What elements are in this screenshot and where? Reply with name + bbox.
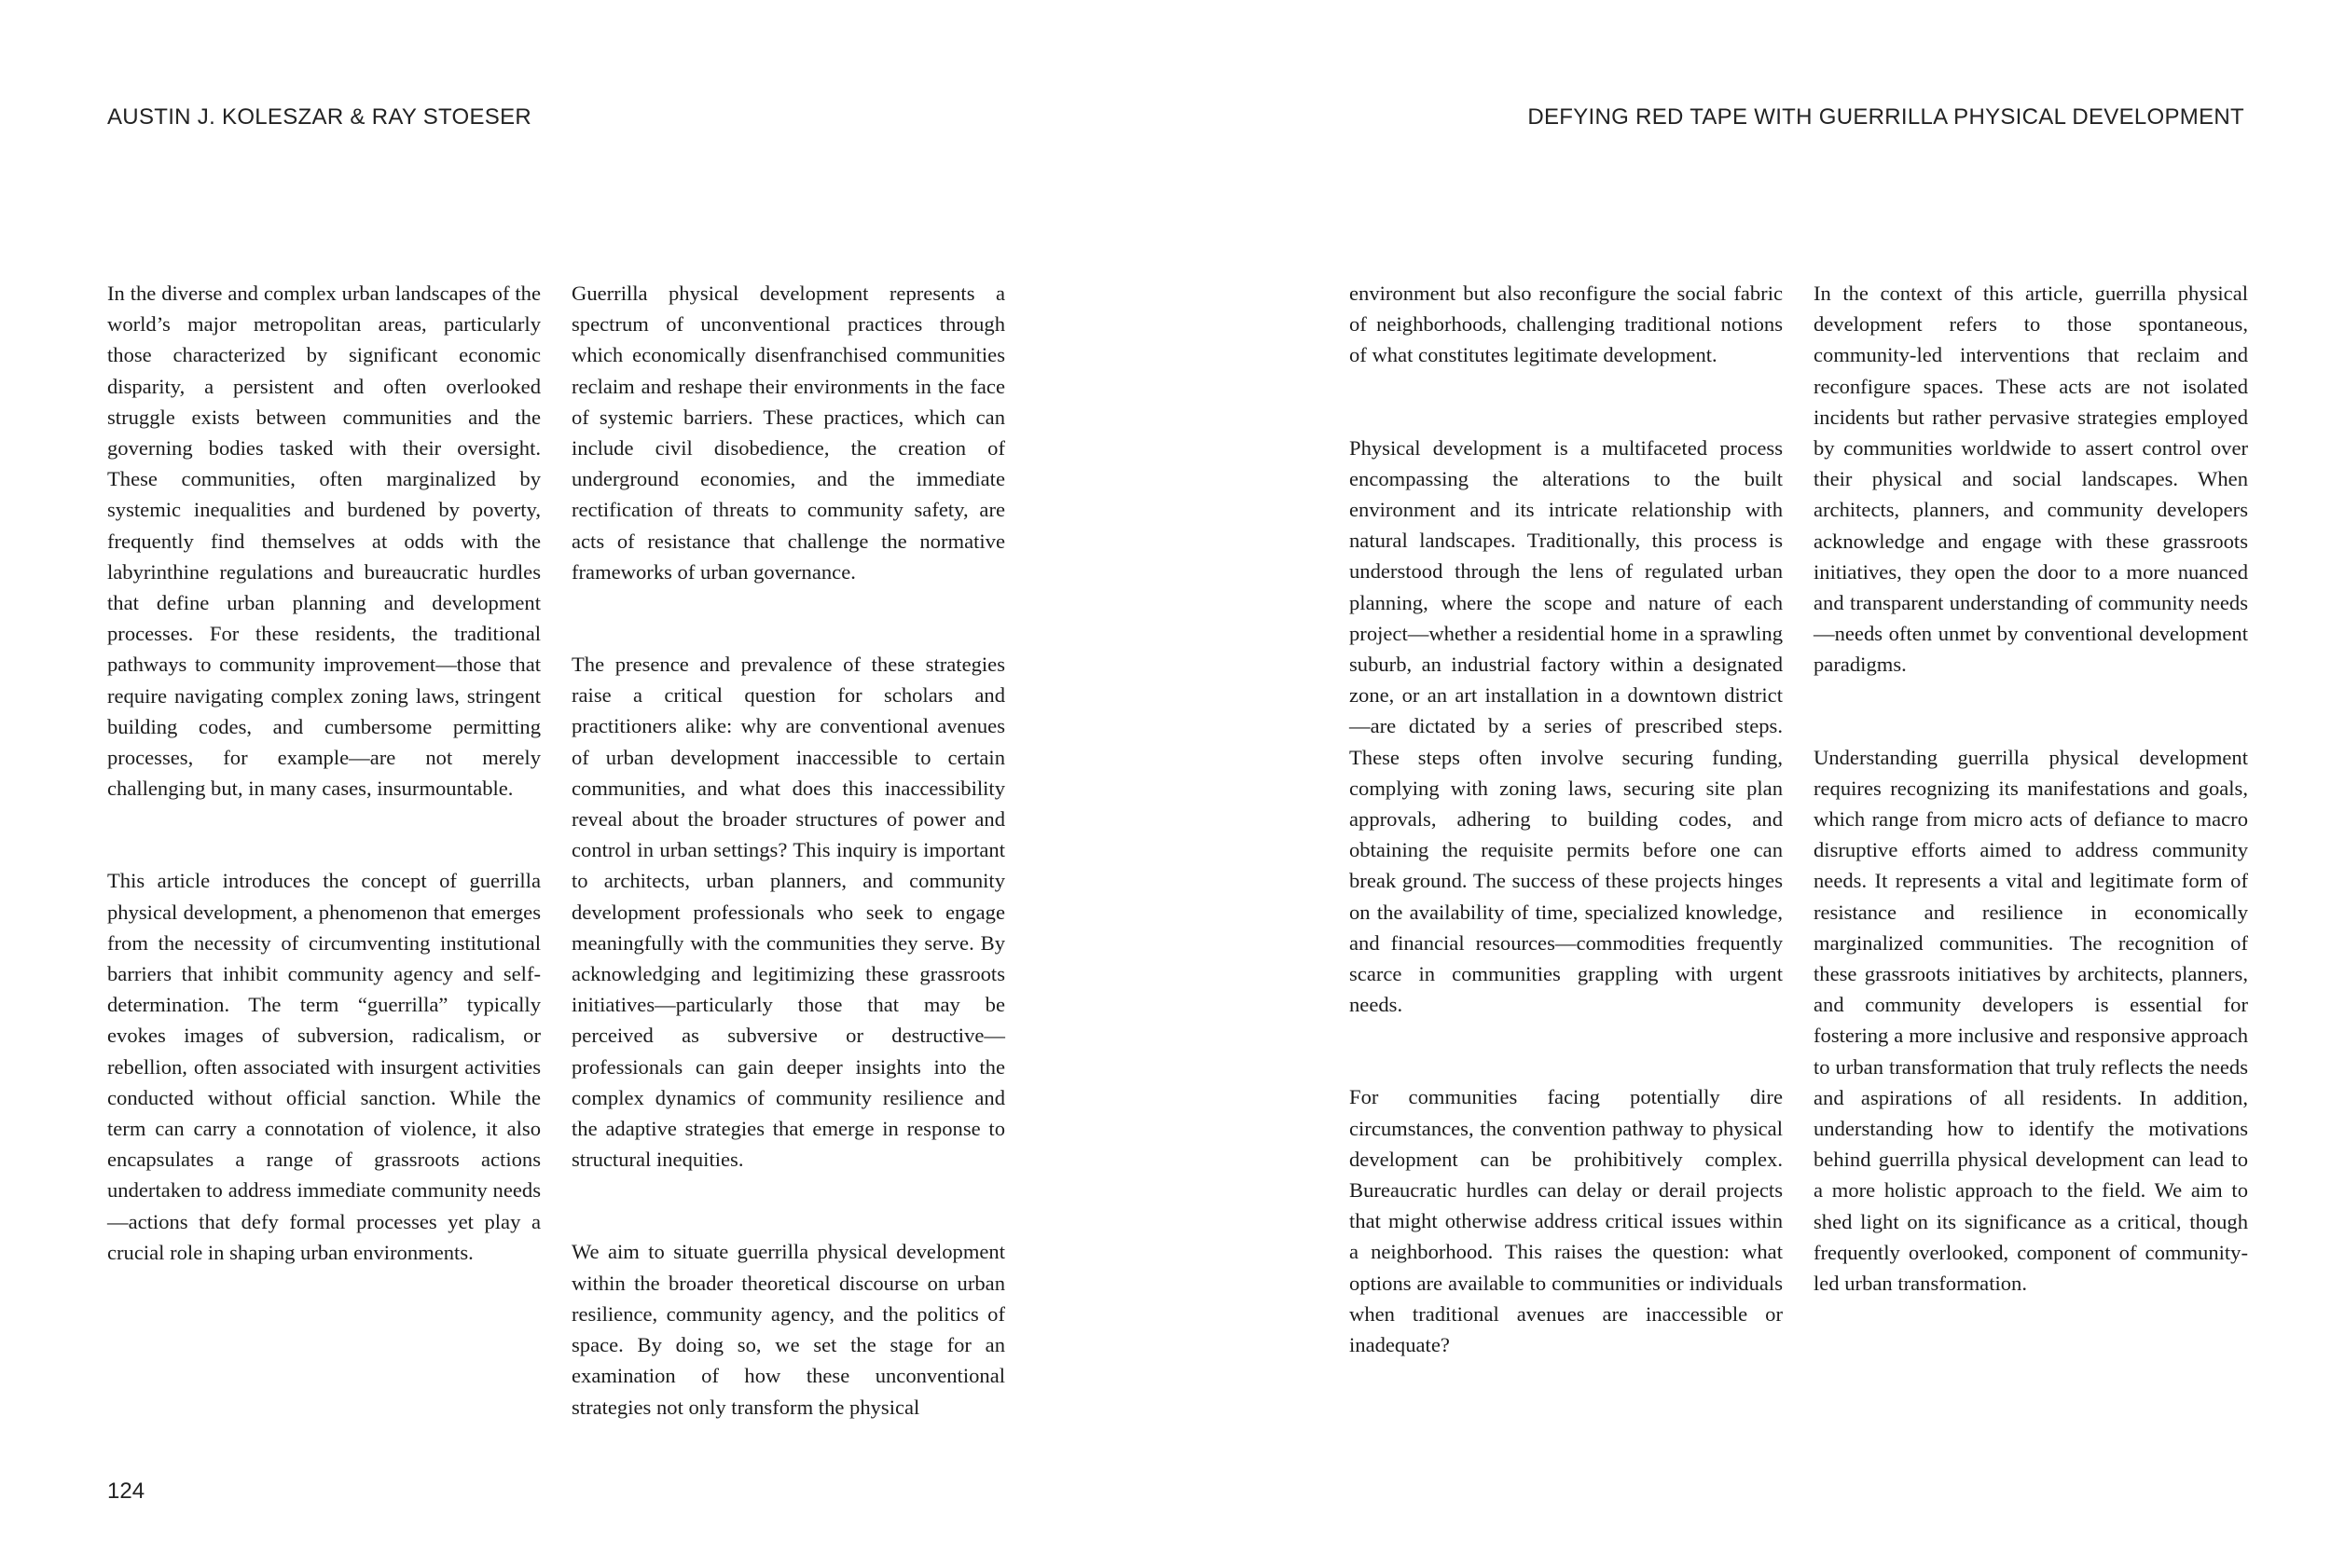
text-column-2: [572, 278, 1005, 1423]
body-paragraph: We aim to situate guerrilla physical development within the broader theoretical discourse on urban resilience, community agency, and the politics of space. By doing so, we set the stage for an examination of how these unconventional strategies not only transform the physical: [572, 1240, 1005, 1419]
body-paragraph: Understanding guerrilla physical development requires recognizing its manifestations and goals, which range from micro acts of defiance to macro disruptive efforts aimed to address community needs. It represents a vital and legitimate form of resistance and resilience in economically marginalized communities. The recognition of these grassroots initiatives by architects, planners, and community developers is essential for fostering a more inclusive and responsive approach to urban transformation that truly reflects the needs and aspirations of all residents. In addition, understanding how to identify the motivations behind guerrilla physical development can lead to a more holistic approach to the field. We aim to shed light on its significance as a critical, though frequently overlooked, component of community-led urban transformation.: [1814, 745, 2248, 1296]
running-head-authors: AUSTIN J. KOLESZAR & RAY STOESER: [107, 104, 532, 130]
page-number: 124: [107, 1479, 145, 1504]
body-paragraph: In the context of this article, guerrilla physical development refers to those spontaneous, community-led interventions that reclaim and reconfigure spaces. These acts are not isolated incidents but rather pervasive strategies employed by communities worldwide to assert control over their physical and social landscapes. When architects, planners, and community developers acknowledge and engage with these grassroots initiatives, they open the door to a more nuanced and transparent understanding of community needs—needs often unmet by conventional development paradigms.: [1814, 282, 2248, 677]
body-paragraph: In the diverse and complex urban landscapes of the world’s major metropolitan areas, particularly those characterized by significant economic disparity, a persistent and often overlooked struggle exists between communities and the governing bodies tasked with their oversight. These communities, often marginalized by systemic inequalities and burdened by poverty, frequently find themselves at odds with the labyrinthine regulations and bureaucratic hurdles that define urban planning and development processes. For these residents, the traditional pathways to community improvement—those that require navigating complex zoning laws, stringent building codes, and cumbersome permitting processes, for example—are not merely challenging but, in many cases, insurmountable.: [107, 282, 541, 801]
body-paragraph: Physical development is a multifaceted process encompassing the alterations to the built environment and its intricate relationship with natural landscapes. Traditionally, this process is understood through the lens of regulated urban planning, where the scope and nature of each project—whether a residential home in a sprawling suburb, an industrial factory within a designated zone, or an art installation in a downtown district—are dictated by a series of prescribed steps. These steps often involve securing funding, complying with zoning laws, securing site plan approvals, adhering to building codes, and obtaining the requisite permits before one can break ground. The success of these projects hinges on the availability of time, specialized knowledge, and financial resources—commodities frequently scarce in communities grappling with urgent needs.: [1349, 435, 1783, 1017]
body-paragraph: This article introduces the concept of guerrilla physical development, a phenomenon that emerges from the necessity of circumventing institutional barriers that inhibit community agency and self-determination. The term “guerrilla” typically evokes images of subversion, radicalism, or rebellion, often associated with insurgent activities conducted without official sanction. While the term can carry a connotation of violence, it also encapsulates a range of grassroots actions undertaken to address immediate community needs—actions that defy formal processes yet play a crucial role in shaping urban environments.: [107, 869, 541, 1264]
body-paragraph: The presence and prevalence of these strategies raise a critical question for scholars and practitioners alike: why are conventional avenues of urban development inaccessible to certain communities, and what does this inaccessibility reveal about the broader structures of power and control in urban settings? This inquiry is important to architects, urban planners, and community development professionals who seek to engage meaningfully with the communities they serve. By acknowledging and legitimizing these grassroots initiatives—particularly those that may be perceived as subversive or destructive—professionals can gain deeper insights into the complex dynamics of community resilience and the adaptive strategies that emerge in response to structural inequities.: [572, 653, 1005, 1172]
body-paragraph: For communities facing potentially dire circumstances, the convention pathway to physical development can be prohibitively complex. Bureaucratic hurdles can delay or derail projects that might otherwise address critical issues within a neighborhood. This raises the question: what options are available to communities or individuals when traditional avenues are inaccessible or inadequate?: [1349, 1085, 1783, 1357]
text-column-4: [1814, 278, 2248, 1299]
text-column-3: [1349, 278, 1783, 1360]
running-head-title: DEFYING RED TAPE WITH GUERRILLA PHYSICAL DEVELOPMENT: [1527, 104, 2244, 130]
body-paragraph: environment but also reconfigure the social fabric of neighborhoods, challenging traditional notions of what constitutes legitimate development.: [1349, 282, 1783, 367]
body-paragraph: Guerrilla physical development represents a spectrum of unconventional practices through which economically disenfranchised communities reclaim and reshape their environments in the face of systemic barriers. These practices, which can include civil disobedience, the creation of underground economies, and the immediate rectification of threats to community safety, are acts of resistance that challenge the normative frameworks of urban governance.: [572, 282, 1005, 584]
text-column-1: [107, 278, 541, 1268]
